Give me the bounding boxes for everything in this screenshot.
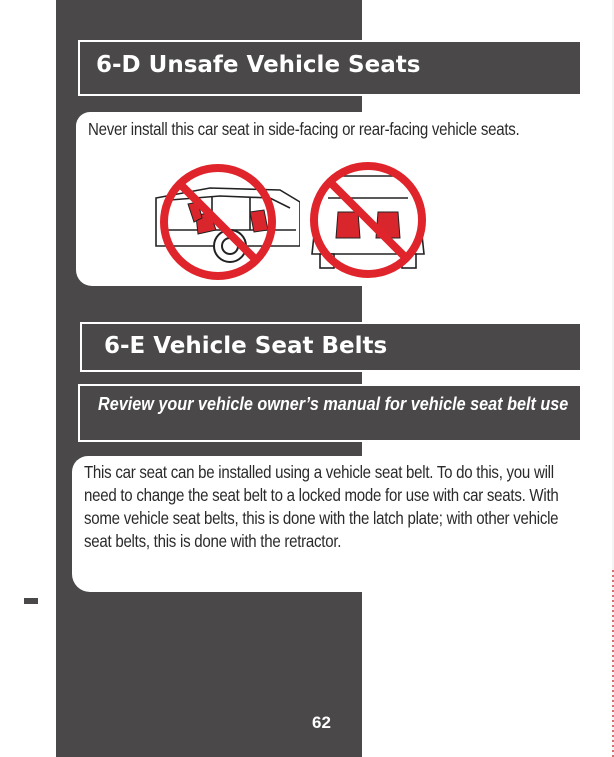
side-tab-line1: 6 Vehicle	[20, 667, 39, 740]
rear-facing-seat-illustration	[300, 158, 436, 282]
section-d-body: Never install this car seat in side-facing or rear-facing vehicle seats.	[88, 119, 520, 139]
side-tab-label	[20, 647, 58, 741]
section-e-title: 6-E Vehicle Seat Belts	[104, 333, 388, 359]
section-e-body: This car seat can be installed using a vehicle seat belt. To do this, you will need to change the seat belt to a locked mode for use with car seats. With some vehicle seat belts, this is done with the latch plate; with other vehicle seat belts, this is done with the retractor.	[84, 462, 559, 551]
section-d-title: 6-D Unsafe Vehicle Seats	[96, 52, 421, 78]
section-e-note: Review your vehicle owner’s manual for vehicle seat belt use	[98, 394, 569, 414]
page-edge-marks	[604, 0, 614, 757]
page-number: 62	[312, 713, 331, 732]
side-facing-seat-illustration	[150, 160, 300, 280]
side-tab-cutout	[0, 0, 56, 560]
side-tab-line2: Information	[39, 646, 58, 740]
car-icon	[16, 578, 46, 638]
